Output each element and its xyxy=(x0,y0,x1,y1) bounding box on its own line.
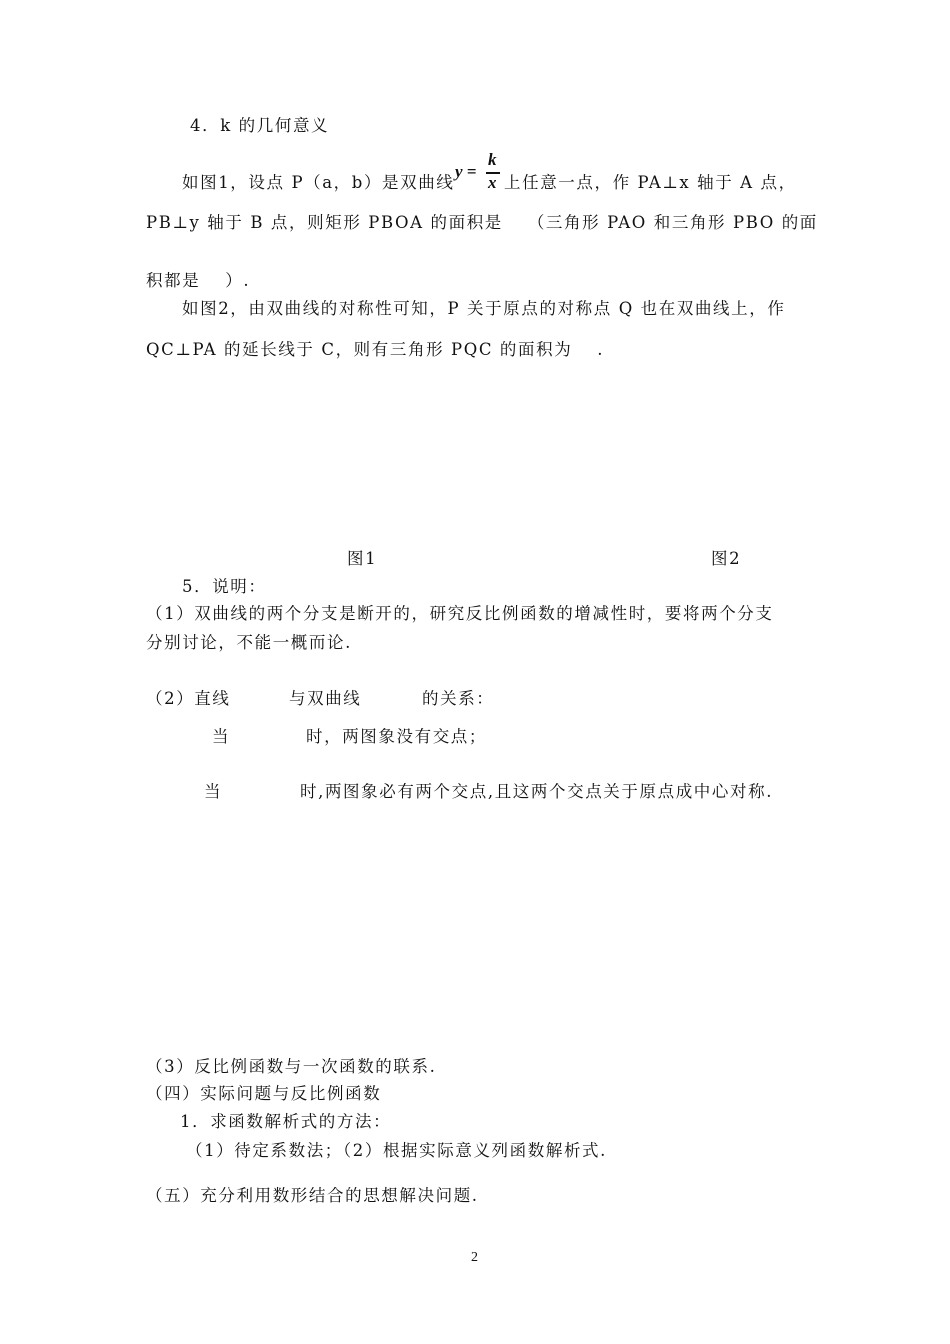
page-number: 2 xyxy=(471,1250,478,1265)
section5-item1-line1: （1）双曲线的两个分支是断开的，研究反比例函数的增减性时，要将两个分支 xyxy=(146,604,774,623)
section5-heading: 5．说明： xyxy=(182,577,267,596)
section4-p1-line2: PB⊥y 轴于 B 点，则矩形 PBOA 的面积是 （三角形 PAO 和三角形 PBO 的面 xyxy=(146,213,818,232)
section5-item2-end: 的关系： xyxy=(422,689,495,708)
case1-when: 当 xyxy=(212,727,231,746)
section4-p2-line1: 如图2，由双曲线的对称性可知，P 关于原点的对称点 Q 也在双曲线上，作 xyxy=(182,299,786,318)
section5-item2-label: （2）直线 xyxy=(146,689,231,708)
figure2-caption: 图2 xyxy=(711,549,742,568)
part5-heading: （五）充分利用数形结合的思想解决问题. xyxy=(146,1186,479,1205)
case1-result: 时，两图象没有交点； xyxy=(306,727,487,746)
case2-result: 时,两图象必有两个交点,且这两个交点关于原点成中心对称. xyxy=(300,782,774,801)
part4-sub1: 1．求函数解析式的方法： xyxy=(180,1112,392,1131)
formula-numerator: k xyxy=(488,150,497,169)
hyperbola-formula xyxy=(455,152,503,196)
part4-heading: （四）实际问题与反比例函数 xyxy=(146,1084,382,1103)
formula-lhs: y = xyxy=(455,162,477,181)
case2-when: 当 xyxy=(204,782,223,801)
section4-p1-line1-end: 上任意一点，作 PA⊥x 轴于 A 点， xyxy=(504,173,797,192)
figure1-caption: 图1 xyxy=(347,549,378,568)
formula-denominator: x xyxy=(488,173,497,192)
section4-p1-line3: 积都是 ）. xyxy=(146,271,251,290)
section4-p2-line2: QC⊥PA 的延长线于 C，则有三角形 PQC 的面积为 . xyxy=(146,340,605,359)
section5-item2-middle: 与双曲线 xyxy=(289,689,362,708)
section5-item3: （3）反比例函数与一次函数的联系. xyxy=(146,1057,437,1076)
section5-item1-line2: 分别讨论，不能一概而论. xyxy=(146,633,352,652)
section4-p1-line1-start: 如图1，设点 P（a，b）是双曲线 xyxy=(182,173,455,192)
section4-heading: 4．k 的几何意义 xyxy=(190,116,330,135)
part4-sub1-detail: （1）待定系数法；（2）根据实际意义列函数解析式. xyxy=(186,1141,607,1160)
